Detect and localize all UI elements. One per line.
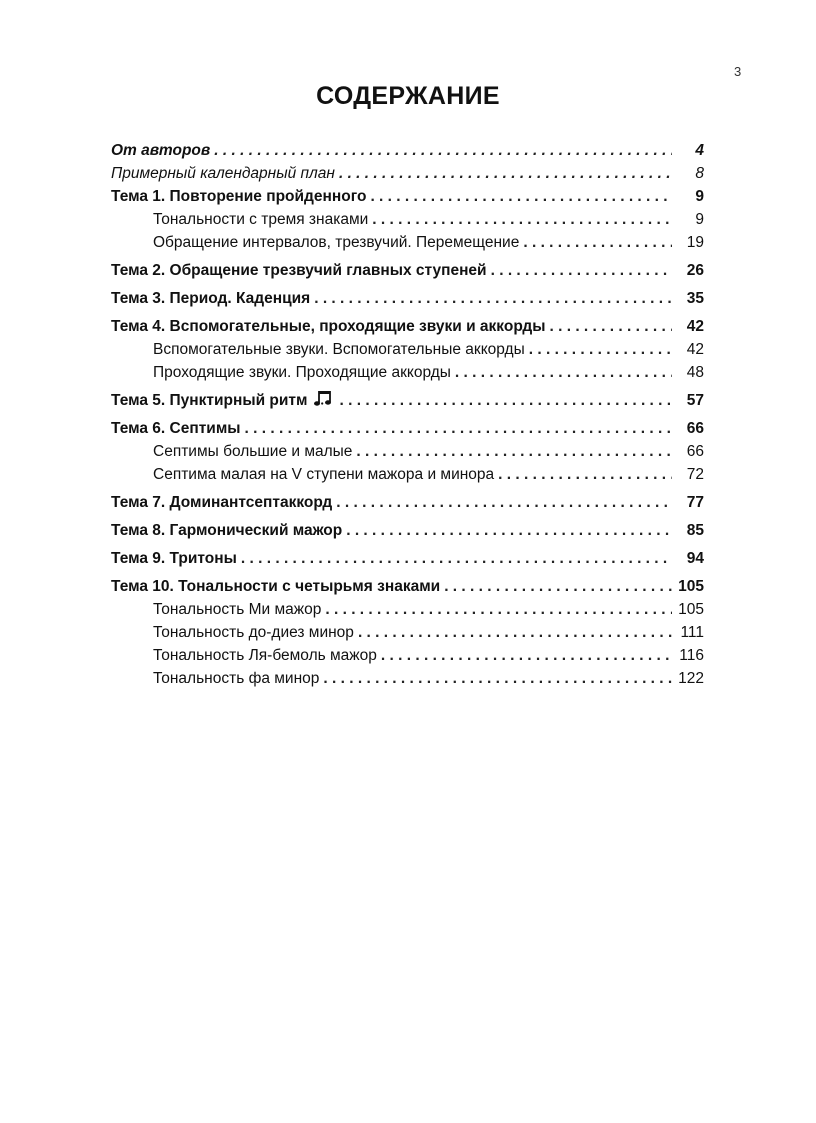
toc-entry — [111, 575, 704, 598]
dot-leader — [340, 389, 673, 412]
toc-entry-page: 77 — [686, 494, 704, 511]
dot-leader — [323, 667, 672, 690]
toc-entry — [111, 547, 704, 570]
toc-entry-title — [153, 463, 494, 486]
toc-entry-title-text: Тема 4. Вспомогательные, проходящие звуки и аккорды — [111, 318, 546, 335]
toc-entry-title — [111, 575, 440, 598]
dot-leader — [241, 547, 672, 570]
toc-entry-title — [111, 315, 545, 338]
toc-entry-page: 9 — [695, 211, 704, 228]
toc-entry-title — [153, 338, 525, 361]
toc-entry-title-text: Тема 5. Пунктирный ритм — [111, 392, 308, 409]
toc-entry — [111, 315, 704, 338]
toc-entry-page: 105 — [678, 578, 704, 595]
toc-entry-page: 26 — [686, 262, 704, 279]
toc-entry-title-text: Вспомогательные звуки. Вспомогательные аккорды — [153, 341, 525, 358]
toc-entry-page: 66 — [686, 443, 704, 460]
toc-entry-title-text: Тема 10. Тональности с четырьмя знаками — [111, 578, 441, 595]
dot-leader — [381, 644, 672, 667]
toc-entry — [111, 389, 704, 412]
toc-entry-title-text: Тема 7. Доминантсептаккорд — [111, 494, 333, 511]
toc-entry-title — [153, 361, 451, 384]
dot-leader — [325, 598, 672, 621]
toc-entry-title — [153, 598, 321, 621]
dot-leader — [498, 463, 672, 486]
toc-entry — [111, 185, 704, 208]
toc-entry-page: 66 — [686, 420, 704, 437]
dot-leader — [214, 139, 672, 162]
toc-entry-title-text: От авторов — [111, 142, 211, 159]
toc-entry-title — [153, 231, 519, 254]
toc-entry-title — [111, 259, 487, 282]
toc-entry-title-text: Тональность Ля-бемоль мажор — [153, 647, 377, 664]
toc-entry-page: 116 — [679, 647, 704, 664]
toc-entry-title — [111, 162, 335, 185]
toc-entry-title — [111, 519, 342, 542]
dot-leader — [339, 162, 672, 185]
toc-entry-title-text: Тональность до-диез минор — [153, 624, 354, 641]
toc-entry-title — [153, 667, 319, 690]
dot-leader — [346, 519, 672, 542]
toc-entry — [111, 463, 704, 486]
toc-entry-page: 8 — [695, 165, 704, 182]
toc-entry — [111, 667, 704, 690]
toc-entry-title-text: Тональность фа минор — [153, 670, 320, 687]
toc-entry — [111, 231, 704, 254]
toc-entry-title — [111, 185, 366, 208]
toc-entry — [111, 259, 704, 282]
dot-leader — [314, 287, 672, 310]
toc-entry-title — [111, 491, 332, 514]
toc-entry-page: 85 — [686, 522, 704, 539]
toc-entry-page: 105 — [678, 601, 704, 618]
toc-entry-title — [111, 389, 336, 414]
toc-entry — [111, 621, 704, 644]
toc-entry-title — [111, 287, 310, 310]
toc-entry-title-text: Проходящие звуки. Проходящие аккорды — [153, 364, 451, 381]
toc-entry-page: 19 — [686, 234, 704, 251]
toc-entry — [111, 338, 704, 361]
toc-entry-title — [111, 417, 241, 440]
page-title: СОДЕРЖАНИЕ — [316, 82, 500, 110]
dotted-rhythm-note-icon — [314, 389, 336, 414]
dot-leader — [529, 338, 672, 361]
toc-entry-page: 42 — [686, 341, 704, 358]
toc-entry — [111, 519, 704, 542]
toc-entry-title — [111, 547, 237, 570]
toc-entry — [111, 417, 704, 440]
toc-entry-page: 122 — [678, 670, 704, 687]
toc-entry-title-text: Тема 6. Септимы — [111, 420, 241, 437]
toc-entry-title — [153, 621, 354, 644]
dot-leader — [491, 259, 672, 282]
dot-leader — [523, 231, 672, 254]
toc-entry — [111, 491, 704, 514]
toc-entry — [111, 287, 704, 310]
page-number: 3 — [734, 64, 742, 79]
dot-leader — [356, 440, 672, 463]
toc-entry-page: 57 — [686, 392, 704, 409]
toc-entry-title-text: Тема 3. Период. Каденция — [111, 290, 311, 307]
toc-entry — [111, 139, 704, 162]
toc-entry — [111, 162, 704, 185]
toc-entry-title-text: Тема 8. Гармонический мажор — [111, 522, 343, 539]
toc-entry-title-text: Тональность Ми мажор — [153, 601, 322, 618]
dot-leader — [455, 361, 672, 384]
dot-leader — [370, 185, 672, 208]
table-of-contents — [111, 139, 704, 690]
toc-entry-page: 9 — [695, 188, 704, 205]
toc-entry — [111, 644, 704, 667]
toc-entry-title-text: Септимы большие и малые — [153, 443, 353, 460]
toc-entry — [111, 361, 704, 384]
toc-entry — [111, 208, 704, 231]
toc-entry-page: 72 — [686, 466, 704, 483]
dot-leader — [336, 491, 672, 514]
toc-entry-title-text: Тема 9. Тритоны — [111, 550, 237, 567]
dot-leader — [444, 575, 672, 598]
toc-entry-title-text: Обращение интервалов, трезвучий. Перемещение — [153, 234, 520, 251]
toc-entry-page: 4 — [695, 142, 704, 159]
dot-leader — [549, 315, 672, 338]
toc-entry-page: 35 — [686, 290, 704, 307]
toc-entry — [111, 440, 704, 463]
toc-entry-title-text: Тема 1. Повторение пройденного — [111, 188, 367, 205]
toc-entry-page: 94 — [686, 550, 704, 567]
toc-entry-title-text: Тема 2. Обращение трезвучий главных ступеней — [111, 262, 487, 279]
toc-entry-title — [111, 139, 210, 162]
toc-entry-title — [153, 440, 352, 463]
toc-entry-title — [153, 644, 377, 667]
toc-entry-title-text: Септима малая на V ступени мажора и минора — [153, 466, 495, 483]
toc-entry-page: 42 — [686, 318, 704, 335]
dot-leader — [358, 621, 672, 644]
dot-leader — [372, 208, 672, 231]
toc-entry-page: 48 — [686, 364, 704, 381]
toc-entry-title-text: Примерный календарный план — [111, 165, 335, 182]
toc-entry-page: 111 — [680, 624, 704, 641]
toc-entry — [111, 598, 704, 621]
dot-leader — [245, 417, 672, 440]
toc-entry-title — [153, 208, 368, 231]
toc-entry-title-text: Тональности с тремя знаками — [153, 211, 369, 228]
